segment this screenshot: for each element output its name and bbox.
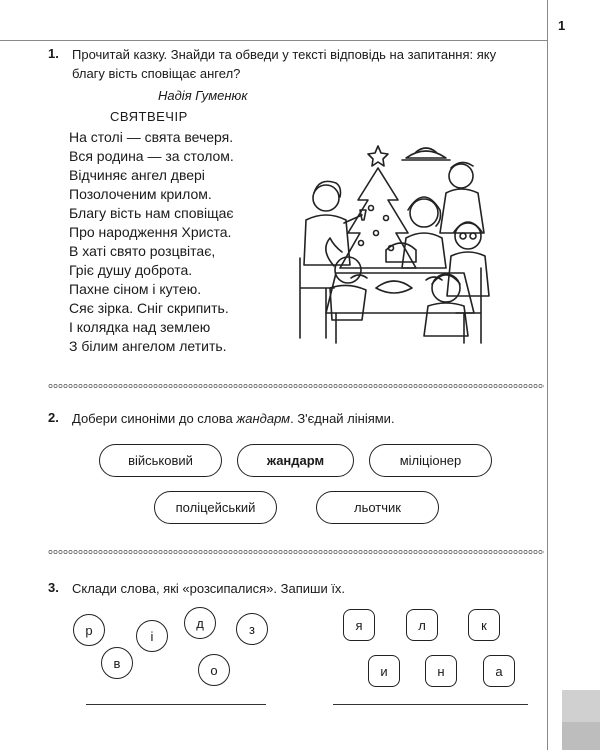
task3-instruction: Склади слова, які «розсипалися». Запиши їх. [72,581,346,596]
task1-number: 1. [48,46,59,61]
word-pill-lotchyk[interactable]: льотчик [316,491,439,524]
poem-line[interactable]: Пахне сіном і кутею. [69,281,202,297]
task2-instruction-prefix: Добери синоніми до слова [72,411,237,426]
task2-instruction-suffix: . З'єднай лініями. [290,411,395,426]
section-divider [48,549,544,555]
page-edge-tab [562,690,600,722]
section-divider [48,383,544,389]
poem-line[interactable]: Благу вість нам сповіщає [69,205,234,221]
word-pill-politseiskyi[interactable]: поліцейський [154,491,277,524]
word-pill-zhandarm-center[interactable]: жандарм [237,444,354,477]
page-corner-block [562,722,600,750]
task2-instruction-word: жандарм [236,411,291,426]
poem-title: СВЯТВЕЧІР [110,109,188,124]
poem-line[interactable]: З білим ангелом летить. [69,338,227,354]
letter-circle[interactable]: о [198,654,230,686]
top-rule [0,40,547,41]
poem-line[interactable]: Відчиняє ангел двері [69,167,205,183]
letter-square[interactable]: а [483,655,515,687]
task2-instruction [72,409,395,428]
poem-line[interactable]: Позолоченим крилом. [69,186,212,202]
poem-line[interactable]: Сяє зірка. Сніг скрипить. [69,300,229,316]
letter-circle[interactable]: р [73,614,105,646]
task1-instruction-line2: благу вість сповіщає ангел? [72,66,241,81]
right-margin-rule [547,0,548,750]
letter-square[interactable]: и [368,655,400,687]
task1-instruction-line1: Прочитай казку. Знайди та обведи у тексті відповідь на запитання: яку [72,47,497,62]
answer-line-1[interactable] [86,704,266,705]
letter-square[interactable]: к [468,609,500,641]
poem-line[interactable]: На столі — свята вечеря. [69,129,234,145]
letter-circle[interactable]: д [184,607,216,639]
letter-square[interactable]: я [343,609,375,641]
poem-author: Надія Гуменюк [158,88,248,103]
letter-circle[interactable]: в [101,647,133,679]
letter-circle[interactable]: з [236,613,268,645]
answer-line-2[interactable] [333,704,528,705]
word-pill-militsioner[interactable]: міліціонер [369,444,492,477]
poem-line[interactable]: Про народження Христа. [69,224,232,240]
family-christmas-dinner-illustration [296,138,494,346]
poem-line[interactable]: Гріє душу доброта. [69,262,193,278]
letter-circle[interactable]: і [136,620,168,652]
letter-square[interactable]: л [406,609,438,641]
poem-line[interactable]: Вся родина — за столом. [69,148,234,164]
poem-text[interactable] [69,128,234,356]
word-pill-viiskovyi[interactable]: військовий [99,444,222,477]
page-number: 1 [558,18,566,33]
task2-number: 2. [48,410,59,425]
poem-line[interactable]: В хаті свято розцвітає, [69,243,216,259]
task3-number: 3. [48,580,59,595]
poem-line[interactable]: І колядка над землею [69,319,211,335]
letter-square[interactable]: н [425,655,457,687]
